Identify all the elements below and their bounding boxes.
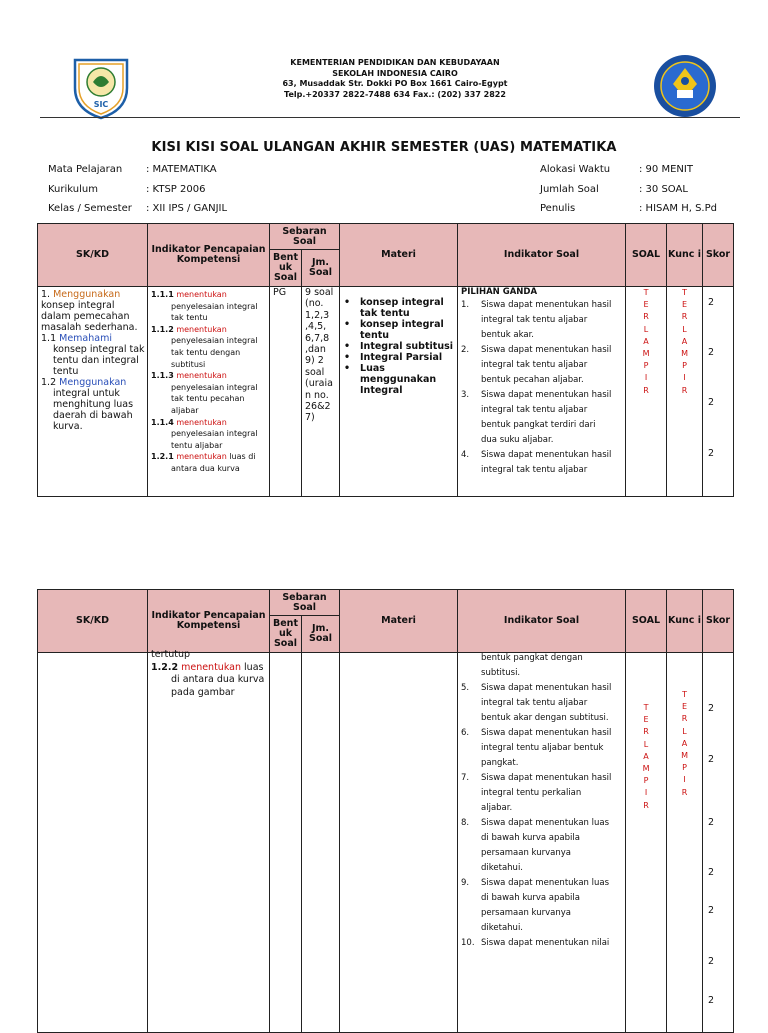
sk-cell	[38, 653, 148, 1033]
terlampir-letter: P	[682, 361, 687, 371]
materi-item	[344, 352, 457, 363]
indikator-line: Siswa dapat menentukan hasil	[481, 450, 612, 460]
terlampir-letter: L	[682, 324, 687, 334]
indikator-line: Siswa dapat menentukan luas	[481, 878, 609, 888]
col-kunci: Kunc i	[667, 590, 703, 653]
skor-cell	[703, 653, 733, 1023]
ipk-item	[151, 289, 267, 324]
col-sebaran: Sebaran Soal	[270, 224, 340, 250]
terlampir-letter: I	[644, 373, 648, 383]
jumlah-line: ,dan	[305, 344, 326, 356]
jumlah-line: ,4,5,	[305, 321, 327, 333]
kunci-terlampir	[667, 653, 702, 799]
indikator-text	[481, 388, 611, 448]
col-indikator-soal: Indikator Soal	[458, 224, 626, 287]
indikator-item	[461, 771, 623, 816]
terlampir-letter: P	[643, 776, 649, 786]
indikator-line: bentuk akar.	[481, 330, 534, 340]
meta-value: : 90 MENIT	[639, 164, 693, 175]
bullet-icon: •	[344, 319, 351, 330]
sk-verb: Menggunakan	[59, 377, 127, 388]
terlampir-letter: T	[682, 288, 687, 297]
col-bentuk: Bent uk Soal	[270, 616, 302, 653]
terlampir-letter: T	[643, 288, 649, 297]
indikator-line: diketahui.	[481, 923, 524, 933]
ipk-text: penyelesaian integral tak tentu	[171, 301, 258, 323]
indikator-number: 7.	[461, 773, 470, 783]
sk-text: integral untuk menghitung luas daerah di bawah kurva.	[53, 388, 134, 432]
kunci-terlampir	[667, 287, 702, 397]
indikator-line: pangkat.	[481, 758, 519, 768]
terlampir-letter: L	[643, 739, 649, 749]
meta-label: Penulis	[540, 203, 576, 214]
indikator-line: integral tak tentu aljabar	[481, 405, 588, 415]
indikator-number: 5.	[461, 683, 470, 693]
sk-number: 1.	[41, 289, 51, 300]
sk-item	[41, 333, 145, 377]
ipk-cell	[148, 287, 269, 475]
col-ipk: Indikator Pencapaian Kompetensi	[148, 590, 270, 653]
document-title: KISI KISI SOAL ULANGAN AKHIR SEMESTER (UAS) MATEMATIKA	[151, 140, 617, 155]
terlampir-letter: E	[681, 702, 688, 712]
skor-value: 2	[708, 995, 715, 1006]
col-kunci: Kunc i	[667, 224, 703, 287]
indikator-text	[481, 726, 611, 771]
terlampir-letter: L	[643, 324, 649, 334]
materi-item	[344, 297, 457, 319]
ipk-verb: menentukan	[176, 417, 227, 427]
ipk-text: luas di antara dua kurva pada gambar	[171, 661, 265, 698]
ipk-text: penyelesaian integral tak tentu dengan subtitusi	[171, 336, 258, 369]
jumlah-line: (uraia	[305, 378, 333, 390]
header-divider	[40, 117, 740, 118]
terlampir-letter: T	[682, 690, 687, 699]
indikator-line: Siswa dapat menentukan nilai	[481, 938, 610, 948]
jumlah-line: 7)	[305, 412, 315, 424]
letterhead	[230, 58, 560, 100]
col-bentuk: Bent uk Soal	[270, 250, 302, 287]
ministry-name: KEMENTERIAN PENDIDIKAN DAN KEBUDAYAAN	[290, 58, 500, 67]
col-materi: Materi	[340, 590, 458, 653]
skor-value: 2	[708, 754, 715, 765]
ipk-text: penyelesaian integral tentu aljabar	[171, 429, 258, 450]
terlampir-letter: P	[682, 763, 687, 773]
indikator-lead	[461, 651, 623, 681]
indikator-text	[481, 876, 609, 936]
indikator-line: bentuk pecahan aljabar.	[481, 375, 584, 385]
indikator-line: Siswa dapat menentukan hasil	[481, 728, 612, 738]
sk-number: 1.1	[41, 333, 57, 344]
terlampir-letter: R	[681, 385, 688, 395]
sk-text: konsep integral dalam pemecahan masalah sederhana.	[41, 300, 138, 333]
meta-value: : 30 SOAL	[639, 183, 688, 195]
meta-label: Kurikulum	[48, 183, 98, 195]
indikator-text	[481, 936, 609, 951]
ipk-text: tertutup	[151, 649, 190, 660]
bullet-icon: •	[344, 297, 351, 308]
terlampir-letter: R	[643, 385, 649, 395]
indikator-cell	[458, 287, 625, 478]
col-ipk: Indikator Pencapaian Kompetensi	[148, 224, 270, 287]
terlampir-letter: R	[681, 714, 688, 724]
col-materi: Materi	[340, 224, 458, 287]
indikator-text	[481, 448, 611, 478]
col-sebaran: Sebaran Soal	[270, 590, 340, 616]
terlampir-letter: A	[643, 336, 649, 346]
materi-item	[344, 341, 457, 352]
ipk-verb: menentukan	[176, 452, 227, 462]
terlampir-letter: A	[643, 751, 649, 761]
indikator-list	[461, 681, 623, 951]
jumlah-line: 6,7,8	[305, 332, 330, 344]
materi-text: konsep integral tentu	[360, 319, 444, 341]
school-logo	[65, 52, 137, 120]
meta-value: : KTSP 2006	[146, 183, 206, 195]
indikator-item	[461, 388, 623, 448]
jumlah-line: 1,2,3	[305, 309, 330, 321]
indikator-item	[461, 681, 623, 726]
indikator-text	[481, 343, 611, 388]
col-indikator-soal: Indikator Soal	[458, 590, 626, 653]
indikator-text	[481, 298, 611, 343]
materi-item	[344, 363, 457, 396]
skor-cell	[703, 287, 733, 487]
ipk-cell	[148, 649, 269, 699]
indikator-item	[461, 298, 623, 343]
indikator-line: persamaan kurvanya	[481, 848, 571, 858]
jumlah-line: n no.	[305, 389, 329, 401]
meta-value: : HISAM H, S.Pd	[639, 203, 717, 214]
ipk-item	[151, 370, 267, 416]
kisi-table-2	[37, 589, 734, 1033]
ipk-text: luas di antara dua kurva	[171, 452, 256, 473]
indikator-line: Siswa dapat menentukan luas	[481, 818, 609, 828]
terlampir-letter: E	[643, 715, 649, 725]
ipk-verb: menentukan	[181, 661, 242, 673]
jumlah-line: 9) 2	[305, 355, 324, 367]
school-address: 63, Musaddak Str. Dokki PO Box 1661 Cairo-Egypt	[282, 79, 508, 88]
sk-item	[41, 289, 145, 333]
skor-value: 2	[708, 703, 715, 714]
ipk-number: 1.1.2	[151, 324, 174, 334]
indikator-text	[481, 816, 609, 876]
indikator-line: Siswa dapat menentukan hasil	[481, 773, 612, 783]
materi-cell	[340, 653, 458, 1033]
skor-value: 2	[708, 956, 715, 967]
terlampir-letter: I	[644, 788, 648, 798]
bullet-icon: •	[344, 341, 351, 352]
ipk-item	[151, 324, 267, 370]
terlampir-letter: R	[681, 787, 688, 797]
ipk-number: 1.1.3	[151, 371, 174, 381]
school-phone: Telp.+20337 2822-7488 634 Fax.: (202) 337 2822	[284, 89, 506, 99]
ipk-item	[151, 649, 267, 662]
indikator-text	[481, 681, 611, 726]
ipk-verb: menentukan	[176, 324, 227, 334]
indikator-line: integral tak tentu aljabar	[481, 360, 588, 370]
indikator-line: diketahui.	[481, 863, 524, 873]
indikator-line: persamaan kurvanya	[481, 908, 571, 918]
sk-item	[41, 377, 145, 432]
meta-value: : MATEMATIKA	[146, 164, 217, 175]
col-skkd: SK/KD	[38, 590, 148, 653]
skor-value: 2	[708, 905, 715, 916]
ministry-logo	[653, 54, 717, 118]
sk-verb: Menggunakan	[53, 289, 121, 300]
indikator-line: integral tak tentu aljabar	[481, 698, 588, 708]
indikator-number: 10.	[461, 938, 475, 948]
pilihan-ganda-heading: PILIHAN GANDA	[461, 287, 538, 297]
indikator-line: Siswa dapat menentukan hasil	[481, 345, 612, 355]
indikator-line: integral tentu aljabar bentuk	[481, 743, 604, 753]
terlampir-letter: E	[681, 300, 688, 310]
col-soal: SOAL	[626, 224, 667, 287]
logo-text: SIC	[93, 100, 109, 109]
bullet-icon: •	[344, 363, 351, 374]
materi-text: Luas menggunakan Integral	[360, 363, 437, 396]
jumlah-line: 9 soal	[305, 287, 334, 298]
ipk-item	[151, 451, 267, 474]
sk-cell	[38, 287, 147, 432]
terlampir-letter: M	[681, 751, 688, 761]
terlampir-letter: I	[683, 775, 686, 785]
indikator-item	[461, 343, 623, 388]
col-skor: Skor	[703, 590, 734, 653]
indikator-number: 8.	[461, 818, 470, 828]
indikator-line: bentuk pangkat dengan	[481, 653, 583, 663]
indikator-item	[461, 448, 623, 478]
skor-value: 2	[708, 347, 715, 358]
materi-text: Integral subtitusi	[360, 341, 453, 352]
materi-text: Integral Parsial	[360, 352, 443, 363]
indikator-text	[481, 771, 611, 816]
col-jumlah: Jm. Soal	[302, 616, 340, 653]
terlampir-letter: E	[643, 300, 649, 310]
terlampir-letter: M	[642, 764, 650, 774]
ipk-verb: menentukan	[176, 371, 227, 381]
skor-value: 2	[708, 817, 715, 828]
meta-label: Kelas / Semester	[48, 203, 132, 214]
indikator-line: dua suku aljabar.	[481, 435, 554, 445]
ipk-item	[151, 417, 267, 452]
col-skkd: SK/KD	[38, 224, 148, 287]
indikator-line: aljabar.	[481, 803, 513, 813]
skor-value: 2	[708, 397, 715, 408]
ipk-text: penyelesaian integral tak tentu pecahan aljabar	[171, 382, 258, 415]
meta-label: Jumlah Soal	[540, 183, 599, 195]
indikator-line: Siswa dapat menentukan hasil	[481, 683, 612, 693]
indikator-number: 4.	[461, 450, 470, 460]
ipk-number: 1.1.1	[151, 290, 174, 299]
indikator-line: di bawah kurva apabila	[481, 893, 580, 903]
meta-value: : XII IPS / GANJIL	[146, 203, 228, 214]
indikator-number: 2.	[461, 345, 470, 355]
skor-value: 2	[708, 867, 715, 878]
terlampir-letter: I	[683, 373, 686, 383]
terlampir-letter: A	[681, 738, 688, 748]
indikator-line: integral tentu perkalian	[481, 788, 582, 798]
col-skor: Skor	[703, 224, 734, 287]
jumlah-line: 26&2	[305, 401, 331, 413]
school-name: SEKOLAH INDONESIA CAIRO	[332, 68, 458, 78]
skor-value: 2	[708, 297, 715, 308]
ipk-number: 1.2.2	[151, 661, 179, 673]
terlampir-letter: M	[681, 349, 688, 359]
meta-label: Alokasi Waktu	[540, 164, 611, 175]
terlampir-letter: R	[643, 727, 649, 737]
indikator-line: subtitusi.	[481, 668, 521, 678]
terlampir-letter: R	[643, 312, 649, 322]
jumlah-cell	[302, 653, 340, 1033]
col-jumlah: Jm. Soal	[302, 250, 340, 287]
materi-list	[340, 287, 457, 396]
jumlah-line: soal	[305, 366, 325, 378]
indikator-list	[461, 298, 623, 478]
col-soal: SOAL	[626, 590, 667, 653]
indikator-item	[461, 816, 623, 876]
sk-text: konsep integral tak tentu dan integral tentu	[53, 344, 145, 377]
ipk-verb: menentukan	[176, 290, 227, 299]
indikator-item	[461, 726, 623, 771]
kisi-table-1	[37, 223, 734, 497]
indikator-line: bentuk pangkat terdiri dari	[481, 420, 596, 430]
sk-verb: Memahami	[59, 333, 112, 344]
bullet-icon: •	[344, 352, 351, 363]
terlampir-letter: R	[643, 800, 649, 810]
materi-item	[344, 319, 457, 341]
indikator-number: 1.	[461, 300, 470, 310]
terlampir-letter: P	[643, 361, 649, 371]
indikator-item	[461, 936, 623, 951]
skor-value: 2	[708, 448, 715, 459]
indikator-line: integral tak tentu aljabar	[481, 315, 588, 325]
terlampir-letter: M	[642, 349, 650, 359]
indikator-cell	[458, 651, 625, 951]
terlampir-letter: R	[681, 312, 688, 322]
indikator-line: bentuk akar dengan subtitusi.	[481, 713, 609, 723]
meta-label: Mata Pelajaran	[48, 164, 123, 175]
indikator-line: integral tak tentu aljabar	[481, 465, 588, 475]
indikator-number: 9.	[461, 878, 470, 888]
soal-terlampir	[626, 287, 666, 397]
indikator-item	[461, 876, 623, 936]
terlampir-letter: A	[681, 336, 688, 346]
indikator-number: 3.	[461, 390, 470, 400]
indikator-line: di bawah kurva apabila	[481, 833, 580, 843]
sk-number: 1.2	[41, 377, 57, 388]
terlampir-letter: T	[643, 703, 649, 712]
indikator-line: Siswa dapat menentukan hasil	[481, 300, 612, 310]
ipk-number: 1.2.1	[151, 452, 174, 462]
ipk-number: 1.1.4	[151, 417, 174, 427]
jumlah-line: (no.	[305, 298, 324, 310]
soal-terlampir	[626, 653, 666, 812]
ipk-item	[151, 662, 267, 700]
terlampir-letter: L	[682, 726, 687, 736]
bentuk-cell: PG	[273, 287, 287, 298]
materi-text: konsep integral tak tentu	[360, 297, 444, 319]
bentuk-cell	[270, 653, 302, 1033]
jumlah-cell	[302, 287, 339, 424]
indikator-number: 6.	[461, 728, 470, 738]
indikator-line: Siswa dapat menentukan hasil	[481, 390, 612, 400]
